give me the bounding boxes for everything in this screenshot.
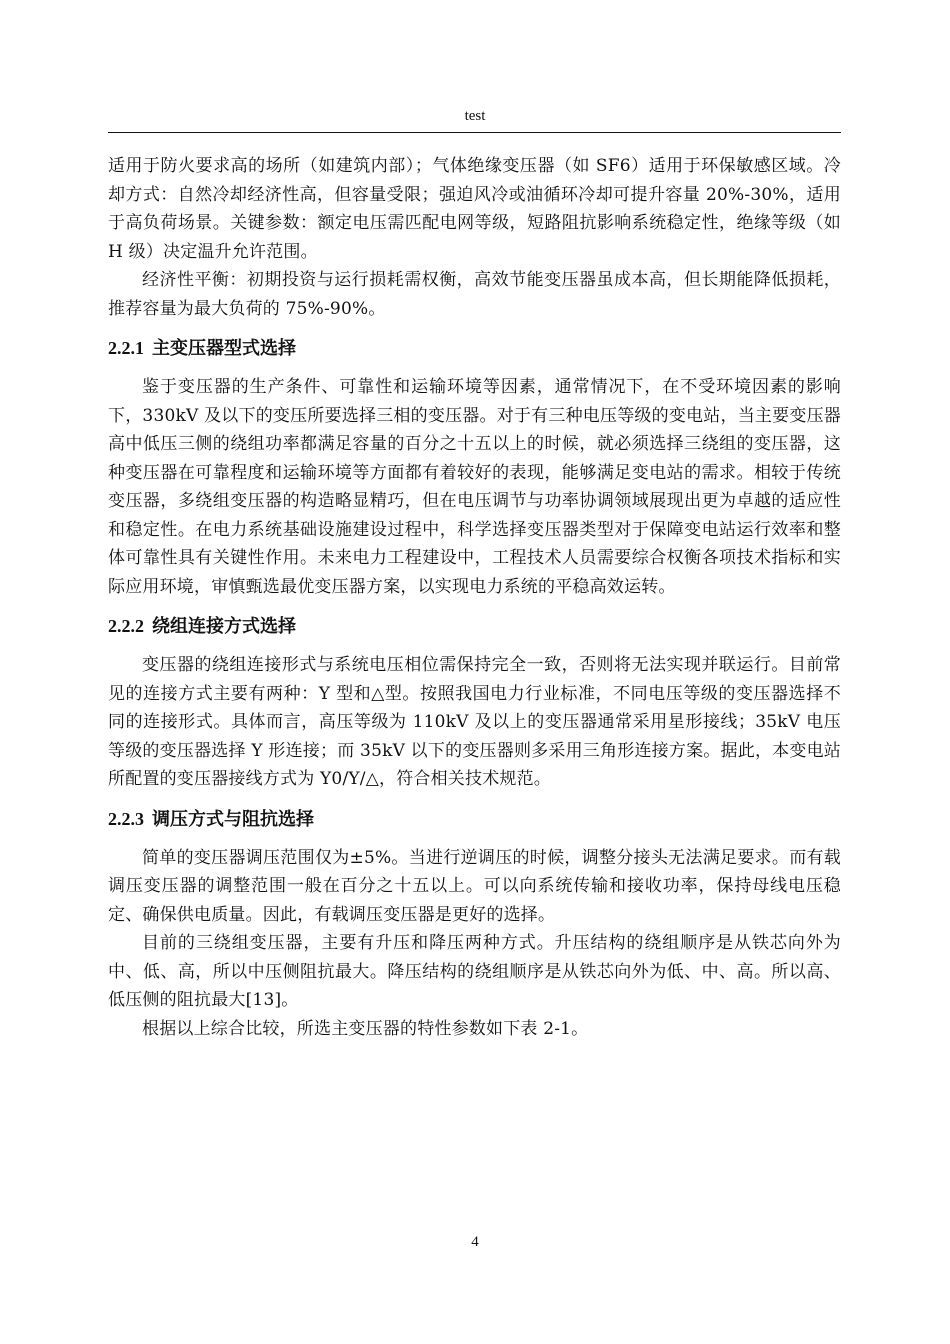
paragraph: 适用于防火要求高的场所（如建筑内部）；气体绝缘变压器（如 SF6）适用于环保敏感区域。冷却方式：自然冷却经济性高，但容量受限；强迫风冷或油循环冷却可提升容量 20%-30%，适用于高负荷场景。关键参数：额定电压需匹配电网等级，短路阻抗影响系统稳定性，绝缘等级（如 H 级）决定温升允许范围。 [108, 156, 841, 262]
paragraph: 根据以上综合比较，所选主变压器的特性参数如下表 2-1。 [142, 1018, 589, 1039]
section-title: 调压方式与阻抗选择 [152, 808, 314, 830]
section-number: 2.2.2 [108, 616, 144, 636]
page-header: test [464, 108, 486, 124]
page-number: 4 [471, 1234, 479, 1250]
section-title: 绕组连接方式选择 [152, 616, 296, 637]
paragraph: 经济性平衡：初期投资与运行损耗需权衡，高效节能变压器虽成本高，但长期能降低损耗，推荐容量为最大负荷的 75%-90%。 [108, 270, 841, 319]
section-title: 主变压器型式选择 [152, 338, 296, 359]
section-heading-2-2-2 [108, 607, 841, 646]
paragraph: 鉴于变压器的生产条件、可靠性和运输环境等因素，通常情况下，在不受环境因素的影响下，330kV 及以下的变压所要选择三相的变压器。对于有三种电压等级的变电站，当主要变压器高中低压三侧的绕组功率都满足容量的百分之十五以上的时候，就必须选择三绕组的变压器，这种变压器在可靠程度和运输环境等方面都有着较好的表现，能够满足变电站的需求。相较于传统变压器，多绕组变压器的构造略显精巧，但在电压调节与功率协调领域展现出更为卓越的适应性和稳定性。在电力系统基础设施建设过程中，科学选择变压器类型对于保障变电站运行效率和整体可靠性具有关键性作用。未来电力工程建设中，工程技术人员需要综合权衡各项技术指标和实际应用环境，审慎甄选最优变压器方案，以实现电力系统的平稳高效运转。 [108, 377, 841, 597]
paragraph: 变压器的绕组连接形式与系统电压相位需保持完全一致，否则将无法实现并联运行。目前常见的连接方式主要有两种：Y 型和△型。按照我国电力行业标准，不同电压等级的变压器选择不同的连接形式。具体而言，高压等级为 110kV 及以上的变压器通常采用星形接线；35kV 电压等级的变压器选择 Y 形连接；而 35kV 以下的变压器则多采用三角形连接方案。据此，本变电站所配置的变压器接线方式为 Y0/Y/△，符合相关技术规范。 [108, 655, 841, 789]
document-body [108, 152, 841, 1043]
paragraph: 目前的三绕组变压器，主要有升压和降压两种方式。升压结构的绕组顺序是从铁芯向外为中、低、高，所以中压侧阻抗最大。降压结构的绕组顺序是从铁芯向外为低、中、高。所以高、低压侧的阻抗最大[13]。 [108, 933, 841, 1010]
section-heading-2-2-1 [108, 329, 841, 368]
header-rule [108, 132, 841, 133]
section-number: 2.2.1 [108, 338, 144, 358]
paragraph: 简单的变压器调压范围仅为±5%。当进行逆调压的时候，调整分接头无法满足要求。而有载调压变压器的调整范围一般在百分之十五以上。可以向系统传输和接收功率，保持母线电压稳定、确保供电质量。因此，有载调压变压器是更好的选择。 [108, 847, 841, 925]
section-heading-2-2-3 [108, 800, 841, 839]
section-number: 2.2.3 [108, 808, 144, 829]
